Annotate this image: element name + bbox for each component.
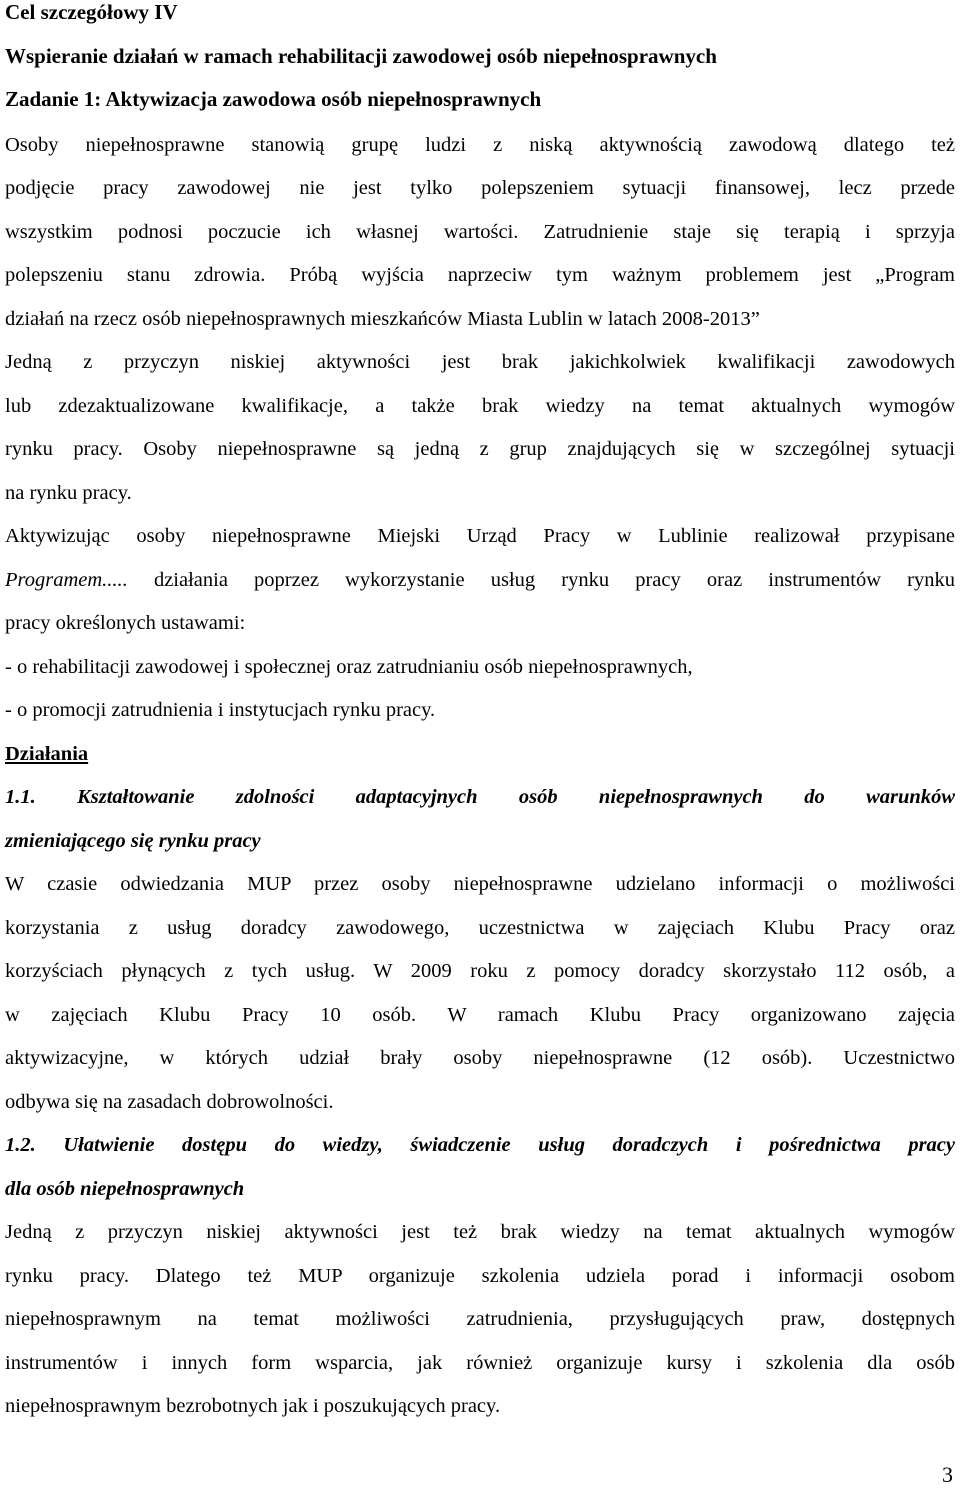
actions-heading: Działania (5, 742, 89, 765)
text-line-rest: działania poprzez wykorzystanie usług rynku pracy oraz instrumentów rynku (127, 568, 955, 591)
text-line: podjęcie pracy zawodowej nie jest tylko polepszeniem sytuacji finansowej, lecz przede (5, 177, 955, 199)
section-title: 1.2. Ułatwienie dostępu do wiedzy, świadczenie usług doradczych i pośrednictwa pracy (5, 1134, 955, 1156)
heading-subgoal: Wspieranie działań w ramach rehabilitacji zawodowej osób niepełnosprawnych (5, 43, 717, 68)
section-title: dla osób niepełnosprawnych (5, 1177, 245, 1200)
program-reference: Programem..... (5, 568, 128, 591)
text-line: korzyściach płynących z tych usług. W 2009 roku z pomocy doradcy skorzystało 112 osób, a (5, 960, 955, 982)
text-line (5, 559, 955, 603)
heading-task: Zadanie 1: Aktywizacja zawodowa osób niepełnosprawnych (5, 87, 542, 111)
text-line: korzystania z usług doradcy zawodowego, uczestnictwa w zajęciach Klubu Pracy oraz (5, 916, 955, 939)
text-line: aktywizacyjne, w których udział brały osoby niepełnosprawne (12 osób). Uczestnictwo (5, 1047, 955, 1069)
text-line: Aktywizując osoby niepełnosprawne Miejski Urząd Pracy w Lublinie realizował przypisane (5, 525, 955, 547)
text-line: w zajęciach Klubu Pracy 10 osób. W ramach Klubu Pracy organizowano zajęcia (5, 1003, 955, 1026)
section-title: zmieniającego się rynku pracy (5, 829, 261, 852)
text-line: na rynku pracy. (5, 481, 132, 504)
text-line: instrumentów i innych form wsparcia, jak również organizuje kursy i szkolenia dla osób (5, 1351, 955, 1374)
intro-paragraph (5, 124, 955, 516)
implementation-paragraph (5, 515, 955, 733)
actions-heading-wrap (5, 733, 955, 777)
text-line: W czasie odwiedzania MUP przez osoby niepełnosprawne udzielano informacji o możliwości (5, 873, 955, 895)
text-line: Osoby niepełnosprawne stanowią grupę ludzi z niską aktywnością zawodową dlatego też (5, 133, 955, 156)
heading-goal: Cel szczegółowy IV (5, 0, 178, 24)
text-line: rynku pracy. Osoby niepełnosprawne są jedną z grup znajdujących się w szczególnej sytuacji (5, 438, 955, 460)
page-number: 3 (942, 1462, 953, 1487)
text-line: niepełnosprawnym na temat możliwości zatrudnienia, przysługujących praw, dostępnych (5, 1308, 955, 1330)
text-line: rynku pracy. Dlatego też MUP organizuje szkolenia udziela porad i informacji osobom (5, 1264, 955, 1287)
text-line: pracy określonych ustawami: (5, 612, 246, 634)
text-line: polepszeniu stanu zdrowia. Próbą wyjścia naprzeciw tym ważnym problemem jest „Program (5, 264, 955, 286)
section-title: 1.1. Kształtowanie zdolności adaptacyjnych osób niepełnosprawnych do warunków (5, 786, 955, 808)
list-item: - o promocji zatrudnienia i instytucjach rynku pracy. (5, 699, 436, 721)
section-1-1 (5, 776, 955, 1124)
text-line: Jedną z przyczyn niskiej aktywności jest też brak wiedzy na temat aktualnych wymogów (5, 1221, 955, 1243)
text-line: Jedną z przyczyn niskiej aktywności jest brak jakichkolwiek kwalifikacji zawodowych (5, 351, 955, 373)
text-line: lub zdezaktualizowane kwalifikacje, a także brak wiedzy na temat aktualnych wymogów (5, 394, 955, 417)
actions-heading-line (5, 733, 955, 777)
section-1-2 (5, 1124, 955, 1429)
text-line: wszystkim podnosi poczucie ich własnej wartości. Zatrudnienie staje się terapią i sprzyja (5, 220, 955, 243)
document-page (5, 0, 955, 1429)
list-item: - o rehabilitacji zawodowej i społecznej oraz zatrudnianiu osób niepełnosprawnych, (5, 655, 693, 678)
text-line: działań na rzecz osób niepełnosprawnych mieszkańców Miasta Lublin w latach 2008-2013” (5, 307, 760, 330)
text-line: niepełnosprawnym bezrobotnych jak i poszukujących pracy. (5, 1395, 501, 1417)
text-line: odbywa się na zasadach dobrowolności. (5, 1090, 334, 1113)
